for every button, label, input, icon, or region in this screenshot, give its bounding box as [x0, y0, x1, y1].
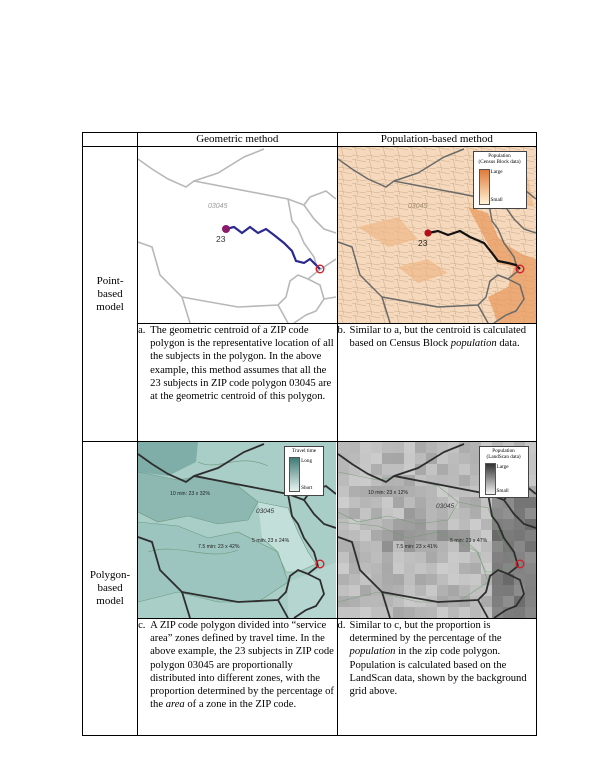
landscan-grid-cell [503, 596, 514, 607]
landscan-grid-cell [371, 530, 382, 541]
zip-label-b: 03045 [407, 203, 428, 210]
landscan-grid-cell [470, 574, 481, 585]
landscan-grid-cell [437, 585, 448, 596]
landscan-grid-cell [338, 585, 349, 596]
map-d-cell [337, 442, 536, 619]
landscan-grid-cell [393, 453, 404, 464]
landscan-grid-cell [448, 607, 459, 618]
map-a-cell [138, 147, 337, 324]
zone-c-10: 10 min: 23 x 32% [170, 491, 211, 497]
landscan-grid-cell [360, 453, 371, 464]
landscan-grid-cell [470, 607, 481, 618]
landscan-grid-cell [459, 574, 470, 585]
landscan-grid-cell [415, 519, 426, 530]
landscan-grid-cell [459, 453, 470, 464]
landscan-grid-cell [415, 574, 426, 585]
caption-d-text [350, 619, 536, 698]
caption-c-post: of a zone in the ZIP code. [184, 699, 297, 711]
map-b [338, 147, 536, 323]
legend-d [479, 446, 529, 498]
landscan-grid-cell [525, 530, 536, 541]
landscan-grid-cell [426, 574, 437, 585]
landscan-grid-cell [415, 607, 426, 618]
landscan-grid-cell [338, 475, 349, 486]
landscan-grid-cell [426, 464, 437, 475]
landscan-grid-cell [382, 541, 393, 552]
count-label-b: 23 [417, 238, 428, 248]
landscan-grid-cell [338, 563, 349, 574]
landscan-grid-cell [459, 508, 470, 519]
caption-c-cell [138, 619, 337, 736]
caption-a-cell [138, 324, 337, 442]
landscan-grid-cell [426, 486, 437, 497]
landscan-grid-cell [360, 497, 371, 508]
landscan-grid-cell [349, 607, 360, 618]
landscan-grid-cell [415, 486, 426, 497]
landscan-grid-cell [393, 574, 404, 585]
legend-b-low: Small [490, 197, 503, 203]
landscan-grid-cell [492, 596, 503, 607]
landscan-grid-cell [503, 585, 514, 596]
legend-c-title: Travel time [292, 448, 317, 454]
landscan-grid-cell [481, 519, 492, 530]
landscan-grid-cell [437, 530, 448, 541]
landscan-grid-cell [349, 475, 360, 486]
landscan-grid-cell [404, 585, 415, 596]
landscan-grid-cell [338, 519, 349, 530]
landscan-grid-cell [349, 508, 360, 519]
landscan-grid-cell [338, 574, 349, 585]
landscan-grid-cell [459, 585, 470, 596]
landscan-grid-cell [415, 497, 426, 508]
landscan-grid-cell [338, 552, 349, 563]
landscan-grid-cell [360, 508, 371, 519]
landscan-grid-cell [437, 464, 448, 475]
landscan-grid-cell [404, 574, 415, 585]
landscan-grid-cell [371, 552, 382, 563]
landscan-grid-cell [360, 552, 371, 563]
landscan-grid-cell [371, 607, 382, 618]
landscan-grid-cell [448, 464, 459, 475]
landscan-grid-cell [514, 530, 525, 541]
landscan-grid-cell [525, 574, 536, 585]
landscan-grid-cell [393, 519, 404, 530]
landscan-grid-cell [404, 442, 415, 453]
landscan-grid-cell [338, 607, 349, 618]
caption-b-letter: b. [337, 325, 346, 336]
landscan-grid-cell [525, 596, 536, 607]
legend-b-ramp [479, 169, 490, 205]
landscan-grid-cell [382, 442, 393, 453]
landscan-grid-cell [371, 453, 382, 464]
legend-b [473, 151, 527, 209]
landscan-grid-cell [371, 541, 382, 552]
zone-d-7-5: 7.5 min: 23 x 41% [395, 544, 438, 550]
landscan-grid-cell [404, 530, 415, 541]
legend-c-low: Short [301, 485, 313, 491]
landscan-grid-cell [514, 497, 525, 508]
landscan-grid-cell [415, 453, 426, 464]
landscan-grid-cell [448, 574, 459, 585]
map-b-cell [337, 147, 536, 324]
landscan-grid-cell [382, 497, 393, 508]
landscan-grid-cell [459, 552, 470, 563]
landscan-grid-cell [525, 563, 536, 574]
landscan-grid-cell [470, 508, 481, 519]
landscan-grid-cell [448, 563, 459, 574]
landscan-grid-cell [426, 563, 437, 574]
legend-d-ramp [485, 463, 496, 495]
landscan-grid-cell [338, 508, 349, 519]
caption-c-text [150, 619, 336, 711]
landscan-grid-cell [459, 475, 470, 486]
landscan-grid-cell [382, 464, 393, 475]
landscan-grid-cell [459, 563, 470, 574]
landscan-grid-cell [404, 508, 415, 519]
landscan-grid-cell [415, 563, 426, 574]
caption-b-post: data. [496, 338, 520, 350]
landscan-grid-cell [349, 442, 360, 453]
landscan-grid-cell [382, 508, 393, 519]
landscan-grid-cell [470, 563, 481, 574]
landscan-grid-cell [338, 541, 349, 552]
caption-b-cell [337, 324, 536, 442]
legend-b-title: Population (Census Block data) [478, 153, 521, 165]
landscan-grid-cell [393, 508, 404, 519]
landscan-grid-cell [349, 530, 360, 541]
legend-d-low: Small [496, 488, 509, 494]
caption-d-pre: Similar to c, but the proportion is determined by the percentage of the [349, 620, 502, 645]
caption-d-post: in the zip code polygon. Population is calculated based on the LandScan data, shown by the background grid above. [349, 646, 527, 698]
landscan-grid-cell [437, 607, 448, 618]
landscan-grid-cell [459, 442, 470, 453]
landscan-grid-cell [360, 530, 371, 541]
landscan-grid-cell [404, 563, 415, 574]
landscan-grid-cell [360, 541, 371, 552]
landscan-grid-cell [393, 563, 404, 574]
landscan-grid-cell [360, 607, 371, 618]
landscan-grid-cell [360, 596, 371, 607]
map-d [338, 442, 536, 618]
landscan-grid-cell [415, 442, 426, 453]
landscan-grid-cell [415, 585, 426, 596]
zip-label-c: 03045 [256, 508, 275, 515]
landscan-grid-cell [371, 563, 382, 574]
landscan-grid-cell [349, 486, 360, 497]
landscan-grid-cell [371, 596, 382, 607]
landscan-grid-cell [349, 519, 360, 530]
caption-a-letter: a. [138, 325, 146, 336]
landscan-grid-cell [525, 607, 536, 618]
landscan-grid-cell [349, 497, 360, 508]
caption-c-pre: A ZIP code polygon divided into “service area” zones defined by travel time. In the above example, the 23 subjects in ZIP code polygon 03045 are proportionally distributed into different zones, with the proportion determined by the percentage of the [150, 620, 334, 711]
landscan-grid-cell [338, 442, 349, 453]
landscan-grid-cell [459, 464, 470, 475]
landscan-grid-cell [393, 442, 404, 453]
landscan-grid-cell [459, 486, 470, 497]
landscan-grid-cell [514, 541, 525, 552]
landscan-grid-cell [426, 519, 437, 530]
landscan-grid-cell [371, 442, 382, 453]
landscan-grid-cell [437, 541, 448, 552]
legend-d-high: Large [496, 464, 509, 470]
landscan-grid-cell [448, 453, 459, 464]
landscan-grid-cell [338, 497, 349, 508]
landscan-grid-cell [371, 464, 382, 475]
count-label-a: 23 [216, 234, 226, 244]
landscan-grid-cell [393, 552, 404, 563]
legend-b-high: Large [490, 169, 503, 175]
zone-c-5: 5 min: 23 x 24% [252, 538, 290, 544]
landscan-grid-cell [349, 585, 360, 596]
landscan-grid-cell [437, 574, 448, 585]
landscan-grid-cell [481, 552, 492, 563]
map-c-cell [138, 442, 337, 619]
landscan-grid-cell [525, 552, 536, 563]
point-model-label: Point- based model [96, 274, 124, 313]
centroid-dot-a [222, 225, 230, 233]
centroid-dot-b [424, 229, 431, 236]
caption-d-letter: d. [337, 620, 346, 631]
landscan-grid-cell [426, 607, 437, 618]
landscan-grid-cell [525, 508, 536, 519]
landscan-grid-cell [360, 442, 371, 453]
legend-c-high: Long [301, 458, 313, 464]
header-blank [83, 133, 138, 147]
landscan-grid-cell [492, 541, 503, 552]
landscan-grid-cell [393, 596, 404, 607]
zip-label-d: 03045 [435, 503, 454, 510]
landscan-grid-cell [371, 497, 382, 508]
landscan-grid-cell [459, 607, 470, 618]
landscan-grid-cell [404, 453, 415, 464]
landscan-grid-cell [437, 486, 448, 497]
landscan-grid-cell [492, 585, 503, 596]
landscan-grid-cell [503, 519, 514, 530]
landscan-grid-cell [525, 541, 536, 552]
landscan-grid-cell [393, 607, 404, 618]
caption-a-text: The geometric centroid of a ZIP code polygon is the representative location of all the subjects in the polygon. In the above example, this method assumes that all the 23 subjects in ZIP code polygon 03045 are at the geometric centroid of this polygon. [150, 325, 334, 403]
landscan-grid-cell [492, 552, 503, 563]
legend-c-ramp [289, 457, 300, 492]
landscan-grid-cell [382, 552, 393, 563]
landscan-grid-cell [426, 552, 437, 563]
polygon-model-label: Polygon- based model [89, 569, 131, 607]
landscan-grid-cell [382, 574, 393, 585]
landscan-grid-cell [349, 574, 360, 585]
landscan-grid-cell [492, 574, 503, 585]
header-population: Population-based method [337, 133, 536, 147]
caption-b-em: population [450, 338, 497, 350]
landscan-grid-cell [481, 596, 492, 607]
landscan-grid-cell [404, 497, 415, 508]
landscan-grid-cell [415, 552, 426, 563]
landscan-grid-cell [404, 607, 415, 618]
landscan-grid-cell [470, 519, 481, 530]
figure-table [82, 132, 537, 736]
landscan-grid-cell [514, 607, 525, 618]
legend-d-title: Population (LandScan data) [486, 448, 521, 460]
landscan-grid-cell [382, 563, 393, 574]
zip-label-a: 03045 [208, 203, 228, 210]
zone-d-10: 10 min: 23 x 12% [367, 490, 408, 496]
caption-c-letter: c. [138, 620, 146, 631]
landscan-grid-cell [437, 552, 448, 563]
caption-b-text [350, 324, 536, 350]
landscan-grid-cell [437, 563, 448, 574]
zone-c-7-5: 7.5 min: 23 x 42% [198, 544, 240, 550]
landscan-grid-cell [448, 475, 459, 486]
landscan-grid-cell [525, 497, 536, 508]
landscan-grid-cell [404, 552, 415, 563]
caption-d-cell [337, 619, 536, 736]
landscan-grid-cell [426, 530, 437, 541]
landscan-grid-cell [448, 519, 459, 530]
caption-b-pre: Similar to a, but the centroid is calculated based on Census Block [349, 325, 527, 350]
landscan-grid-cell [426, 442, 437, 453]
caption-c-em: area [165, 699, 185, 711]
landscan-grid-cell [338, 486, 349, 497]
caption-d-em: population [349, 646, 396, 658]
landscan-grid-cell [514, 508, 525, 519]
map-c [138, 442, 336, 618]
landscan-grid-cell [503, 552, 514, 563]
row-label-point [83, 147, 138, 442]
landscan-grid-cell [448, 585, 459, 596]
header-geometric: Geometric method [138, 133, 337, 147]
landscan-grid-cell [426, 585, 437, 596]
landscan-grid-cell [459, 519, 470, 530]
landscan-grid-cell [448, 552, 459, 563]
landscan-grid-cell [371, 519, 382, 530]
legend-c [284, 446, 324, 496]
landscan-grid-cell [415, 508, 426, 519]
map-a [138, 147, 336, 323]
row-label-polygon [83, 442, 138, 736]
zone-d-5: 5 min: 23 x 47% [449, 538, 487, 544]
landscan-grid-cell [382, 453, 393, 464]
landscan-grid-cell [393, 497, 404, 508]
landscan-grid-cell [525, 585, 536, 596]
landscan-grid-cell [503, 508, 514, 519]
